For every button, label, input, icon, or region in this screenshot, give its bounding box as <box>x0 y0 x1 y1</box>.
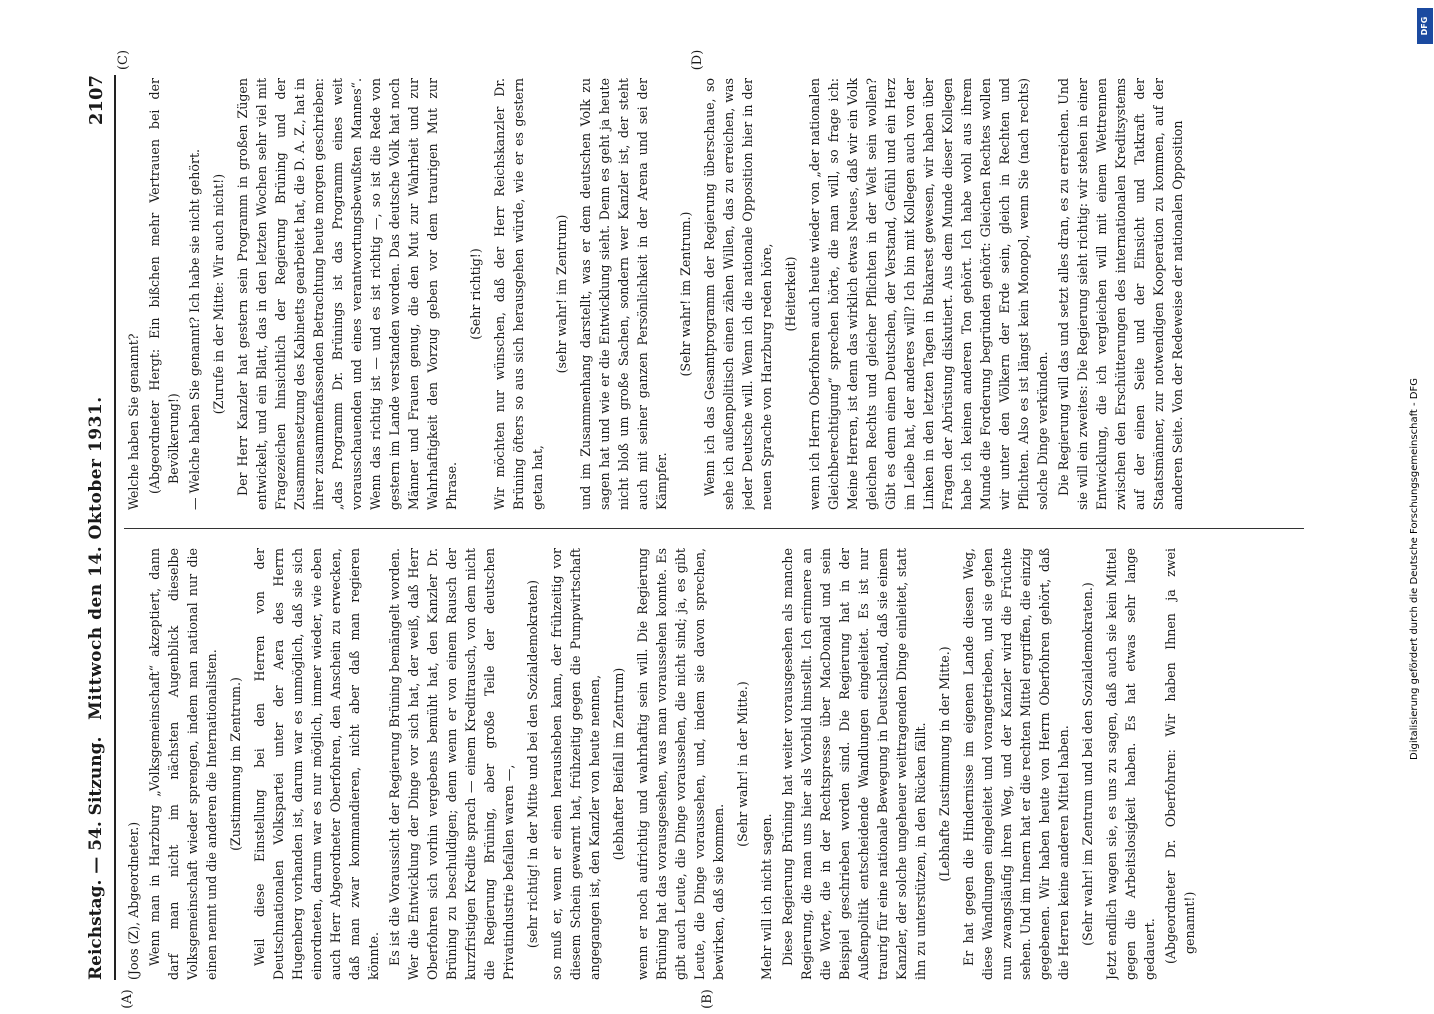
right-column-paragraph: und im Zusammenhang darstellt, was er dem deutschen Volk zu sagen hat und wie er die Entwicklung sieht. Denn es geht ja heute nicht bloß um große Sachen, sondern wer Kanzler ist, der steht auch mit seiner ganzen Persönlichkeit in der Arena und sei der Kämpfer. <box>578 78 669 510</box>
right-column-paragraph: Die Regierung will das und setzt alles dran, es zu erreichen. Und sie will ein zweites: Die Regierung sieht richtig: wir stehen in einer Entwicklung, die ich vergleichen will mit einem Wettrennen zwischen den Erschütterungen des internationalen Kreditsystems auf der einen Seite und der Einsicht und Tatkraft der Staatsmänner, zur notwendigen Kooperation zu kommen, auf der anderen Seite. Von der Redeweise der nationalen Opposition <box>1056 78 1185 510</box>
margin-marker-d: (D) <box>690 49 705 71</box>
left-column-paragraph: (Zustimmung im Zentrum.) <box>228 677 243 851</box>
document-page <box>80 49 1342 1009</box>
left-column-paragraph: Diese Regierung Brüning hat weiter vorausgesehen als manche Regierung, die man uns hier als Vorbild hinstellt. Ich erinnere an die Worte, die in der Rechtspresse über MacDonald und sein Beispiel geschrieben worden sind. Die Regierung hat in der Außenpolitik entscheidende Wandlungen eingeleitet. Es ist nur traurig für eine nationale Bewegung in Deutschland, daß sie einem Kanzler, der solche ungeheuer weittragenden Dinge einleitet, statt ihn zu unterstützen, in den Rücken fällt. <box>780 548 928 980</box>
left-column-paragraph: Wenn man in Harzburg „Volksgemeinschaft“ akzeptiert, dann darf man nicht im nächsten Augenblick dieselbe Volksgemeinschaft wieder sprengen, indem man national nur die einen nennt und die anderen die Internationalisten. <box>147 548 219 980</box>
right-column-paragraph: (Sehr wahr! im Zentrum.) <box>678 211 693 377</box>
left-column-paragraph: so muß er, wenn er einen herausheben kann, der frühzeitig vor diesem Schein gewarnt hat, frühzeitig gegen die Pumpwirtschaft angegangen ist, den Kanzler von heute nennen, <box>549 548 602 980</box>
margin-marker-c: (C) <box>116 49 131 71</box>
left-column <box>124 548 1324 980</box>
rotated-page <box>80 49 1342 1009</box>
right-column-paragraph: (Sehr richtig!) <box>468 248 483 340</box>
right-column-paragraph: Welche haben Sie genannt? <box>126 333 141 510</box>
funding-caption <box>1409 0 1429 1000</box>
margin-marker-b: (B) <box>700 989 715 1009</box>
right-column-paragraph: (sehr wahr! im Zentrum) <box>554 214 569 374</box>
left-column-paragraph: (sehr richtig! in der Mitte und bei den Sozialdemokraten) <box>525 579 540 949</box>
left-column-paragraph: wenn er noch aufrichtig und wahrhaftig sein will. Die Regierung Brüning hat das vorausgesehen, was man voraussehen konnte. Es gibt auch Leute, die Dinge voraussehen, die nicht sind; ja, es gibt Leute, die Dinge voraussehen, und, indem sie davon sprechen, bewirken, daß sie kommen. <box>635 548 726 980</box>
left-column-paragraph: Es ist die Voraussicht der Regierung Brüning bemängelt worden. Wer die Entwicklung der Dinge vor sich hat, der weiß, daß Herr Oberfohren sich vorhin vergebens bemüht hat, den Kanzler Dr. Brüning zu beschuldigen; denn wenn er von einem Rausch der kurzfristigen Kredite sprach — einem Kreditrausch, von dem nicht die Regierung Brüning, aber große Teile der deutschen Privatindustrie befallen waren —, <box>387 548 516 980</box>
left-column-paragraph: Weil diese Einstellung bei den Herren von der Deutschnationalen Volkspartei unter der Aera des Herrn Hugenberg vorhanden ist, darum war es unmöglich, daß sie sich einordneten, darum war es nur möglich, immer wieder, wie eben auch Herr Abgeordneter Oberfohren, den Anschein zu erwecken, daß man zwar kommandieren, nicht aber daß man regieren könnte. <box>252 548 381 980</box>
right-column-paragraph: Wir möchten nur wünschen, daß der Herr Reichskanzler Dr. Brüning öfters so aus sich herausgehen würde, wie er es gestern getan hat, <box>492 78 545 510</box>
margin-marker-a: (A) <box>120 989 135 1009</box>
right-column-paragraph: Der Herr Kanzler hat gestern sein Programm in großen Zügen entwickelt, und ein Blatt, das in den letzten Wochen sehr viel mit Fragezeichen hinsichtlich der Regierung Brüning und der Zusammensetzung des Kabinetts gearbeitet hat, die D. A. Z., hat in ihrer zusammenfassenden Betrachtung heute morgen geschrieben: „das Programm Dr. Brünings ist das Programm eines weit vorausschauenden und eines verantwortungsbewußten Mannes“. Wenn das richtig ist — und es ist richtig —, so ist die Rede von gestern im Lande verstanden worden. Das deutsche Volk hat noch Männer und Frauen genug, die den Mut zur Wahrheit und zur Wahrhaftigkeit den Vorzug geben vor dem traurigen Mut zur Phrase. <box>235 78 459 510</box>
left-column-paragraph: (Abgeordneter Dr. Oberfohren: Wir haben Ihnen ja zwei genannt!) <box>1163 548 1197 964</box>
right-column <box>124 78 1324 510</box>
right-column-paragraph: — Welche haben Sie genannt? Ich habe sie nicht gehört. <box>187 148 202 510</box>
left-column-paragraph: (Sehr wahr! in der Mitte.) <box>735 681 750 847</box>
page-number: 2107 <box>86 75 107 126</box>
right-column-paragraph: wenn ich Herrn Oberfohren auch heute wieder von „der nationalen Gleichberechtigung“ sprechen hörte, die man will, so frage ich: Meine Herren, ist denn das wirklich etwas Neues, daß wir ein Volk gleichen Rechts und gleicher Pflichten in der Welt sein wollen? Gibt es denn einen Deutschen, der Verstand, Gefühl und ein Herz im Leibe hat, der anderes will? Ich bin mit Kollegen auch von der Linken in den letzten Tagen in Bukarest gewesen, wir haben über Fragen der Abrüstung diskutiert. Aus dem Munde dieser Kollegen habe ich keinen anderen Ton gehört. Ich habe wohl aus ihrem Munde die Forderung begründen gehört: Gleichen Rechtes wollen wir unter den Völkern der Erde sein, gleich in Rechten und Pflichten. Also es ist längst kein Monopol, wenn Sie (nach rechts) solche Dinge verkünden. <box>807 78 1050 510</box>
left-column-paragraph: Jetzt endlich wagen sie, es uns zu sagen, daß auch sie kein Mittel gegen die Arbeitslosigkeit haben. Es hat etwas sehr lange gedauert. <box>1104 548 1157 980</box>
header-left: Reichstag. — 54. Sitzung. <box>86 736 106 980</box>
left-column-paragraph: (lebhafter Beifall im Zentrum) <box>611 667 626 861</box>
left-column-paragraph: (Lebhafte Zustimmung in der Mitte.) <box>937 646 952 882</box>
right-column-paragraph: (Heiterkeit) <box>783 256 798 332</box>
left-column-paragraph: Er hat gegen die Hindernisse im eigenen Lande diesen Weg, diese Wandlungen eingeleitet und vorangetrieben, und sie gehen nun zwangsläufig ihren Weg, und der Kanzler wird die Früchte sehen. Und im Innern hat er die rechten Mittel ergriffen, die einzig gegebenen. Wir haben heute von Herrn Oberfohren gehört, daß die Herren keine anderen Mittel haben. <box>961 548 1071 980</box>
funding-caption-text: Digitalisierung gefördert durch die Deutsche Forschungsgemeinschaft - DFG <box>1409 377 1420 760</box>
right-column-paragraph: Wenn ich das Gesamtprogramm der Regierung überschaue, so sehe ich außenpolitisch einen zähen Willen, das zu erreichen, was jeder Deutsche will. Wenn ich die nationale Opposition hier in der neuen Sprache von Harzburg reden höre, <box>702 78 774 510</box>
left-column-paragraph: (Joos (Z), Abgeordneter.) <box>126 821 141 980</box>
right-column-paragraph: (Abgeordneter Hergt: Ein bißchen mehr Vertrauen bei der Bevölkerung!) <box>147 78 181 494</box>
column-divider <box>124 528 1304 529</box>
dfg-logo: DFG <box>1417 8 1433 44</box>
running-header <box>80 75 116 980</box>
left-column-paragraph: Mehr will ich nicht sagen. <box>759 813 774 980</box>
right-column-paragraph: (Zurufe in der Mitte: Wir auch nicht!) <box>211 173 226 415</box>
left-column-paragraph: (Sehr wahr! im Zentrum und bei den Sozialdemokraten.) <box>1080 582 1095 946</box>
header-date: Mittwoch den 14. Oktober 1931. <box>86 396 106 720</box>
